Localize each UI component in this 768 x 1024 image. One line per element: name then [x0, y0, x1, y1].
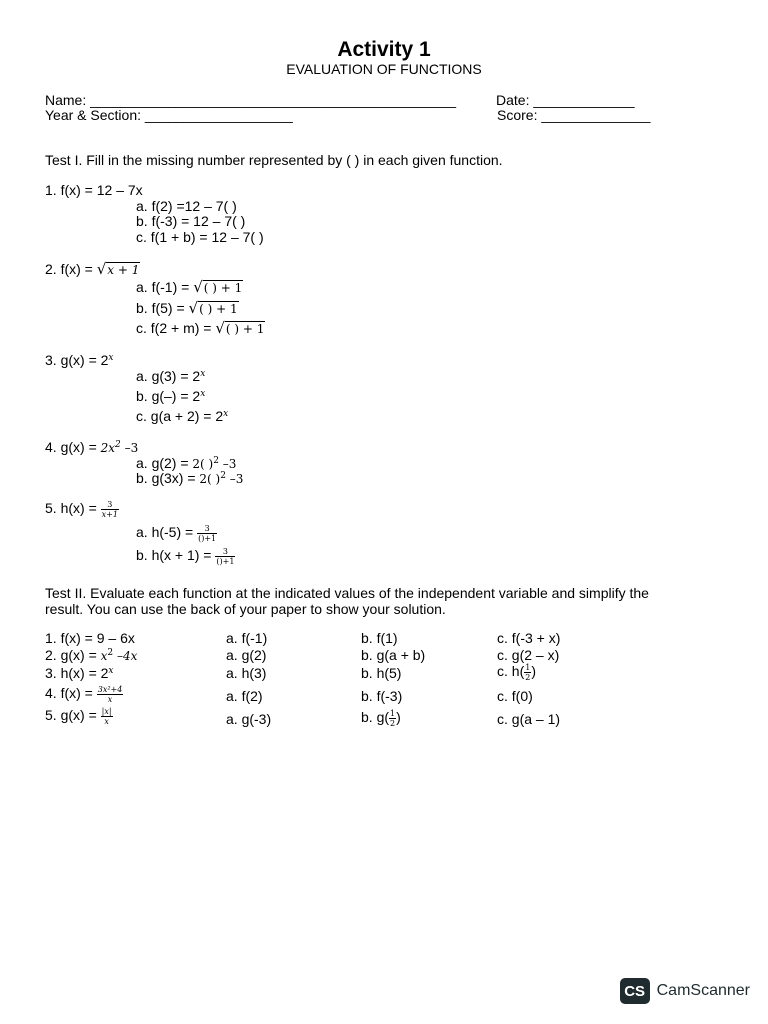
- test2-row3-c: [497, 663, 536, 682]
- date-field: Date: _____________: [496, 92, 635, 108]
- row3-c-label: c. h(: [497, 663, 525, 680]
- row5-b-label: b. g(: [361, 709, 390, 726]
- problem2-function: [45, 260, 140, 278]
- problem2-c: [136, 319, 265, 337]
- row5-label: 5. g(x) =: [45, 707, 101, 724]
- score-field: Score: ______________: [497, 107, 651, 123]
- page-subtitle: EVALUATION OF FUNCTIONS: [286, 61, 482, 77]
- camscanner-logo-mark: CS: [620, 978, 650, 1004]
- problem3-b-label: b. g(–) = 2: [136, 388, 201, 404]
- problem4-a: [136, 455, 236, 471]
- problem5-label: 5. h(x) =: [45, 500, 101, 517]
- test2-row3-b: b. h(5): [361, 665, 402, 681]
- year-section-field: Year & Section: ___________________: [45, 107, 293, 123]
- test2-row1-a: a. f(-1): [226, 630, 268, 646]
- fraction-numerator: 3: [197, 524, 217, 534]
- row3-exponent: x: [108, 666, 114, 676]
- fraction-denominator: x: [107, 695, 113, 704]
- name-field: Name: _______________________________________________: [45, 92, 457, 108]
- fraction-numerator: 3: [101, 500, 119, 510]
- problem3-b-exponent: x: [200, 389, 206, 399]
- test2-row2-function: [45, 647, 137, 663]
- problem5-a-fraction: [197, 524, 217, 543]
- fraction-numerator: 1: [390, 709, 396, 718]
- problem4-exponent: 2: [115, 440, 121, 450]
- problem4-b-tail: –3: [225, 472, 244, 486]
- problem2-a: [136, 278, 243, 296]
- problem4-tail: –3: [120, 441, 139, 455]
- test1-instruction: Test I. Fill in the missing number represented by ( ) in each given function.: [45, 152, 503, 168]
- problem3-b: [136, 388, 205, 404]
- test2-row4-b: b. f(-3): [361, 688, 403, 704]
- problem2-c-label: c. f(2 + m) =: [136, 320, 216, 336]
- problem4-a-expr: 2( ): [192, 457, 214, 471]
- test2-row5-b: [361, 709, 401, 728]
- problem5-a: [136, 524, 217, 543]
- problem2-a-label: a. f(-1) =: [136, 279, 194, 295]
- sqrt-symbol: √: [215, 319, 225, 337]
- fraction-numerator: 3x²+4: [97, 685, 123, 694]
- fraction-denominator: 2: [525, 673, 531, 682]
- problem5-function: [45, 500, 119, 519]
- problem2-label: 2. f(x) =: [45, 261, 97, 277]
- test2-row5-function: [45, 707, 113, 726]
- row2-tail: –4x: [113, 649, 138, 663]
- sqrt-symbol: √: [188, 299, 199, 317]
- problem1-b: b. f(-3) = 12 – 7( ): [136, 213, 246, 229]
- problem2-b-radicand: ( ) + 1: [199, 302, 238, 316]
- problem4-b-exponent: 2: [220, 471, 226, 481]
- problem3-exponent: x: [108, 353, 114, 363]
- test2-row4-c: c. f(0): [497, 688, 533, 704]
- row5-b-tail: ): [396, 709, 401, 726]
- test2-row3-a: a. h(3): [226, 665, 267, 681]
- problem4-b-label: b. g(3x) =: [136, 470, 200, 486]
- test2-row1-function: 1. f(x) = 9 – 6x: [45, 630, 135, 646]
- row3-c-tail: ): [531, 663, 536, 680]
- problem4-b: [136, 470, 243, 486]
- problem4-expr: 2x: [100, 441, 116, 455]
- problem3-label: 3. g(x) = 2: [45, 352, 109, 368]
- row4-label: 4. f(x) =: [45, 685, 97, 702]
- camscanner-logo-text: CamScanner: [656, 982, 750, 999]
- test2-row1-c: c. f(-3 + x): [497, 630, 561, 646]
- problem4-a-tail: –3: [218, 457, 237, 471]
- camscanner-logo: [620, 978, 750, 1004]
- problem4-function: [45, 439, 138, 455]
- sqrt-symbol: √: [193, 278, 203, 296]
- problem2-b: [136, 299, 239, 317]
- fraction-numerator: |x|: [101, 707, 112, 716]
- fraction-numerator: 3: [215, 547, 235, 557]
- row2-label: 2. g(x) =: [45, 647, 101, 663]
- fraction-denominator: ()+1: [216, 557, 235, 566]
- problem1-function: 1. f(x) = 12 – 7x: [45, 182, 143, 198]
- test2-row3-function: [45, 665, 114, 681]
- problem3-c-exponent: x: [223, 409, 229, 419]
- problem2-radicand: x + 1: [107, 263, 140, 277]
- row3-label: 3. h(x) = 2: [45, 665, 109, 681]
- fraction-numerator: 1: [525, 663, 531, 672]
- problem3-a-label: a. g(3) = 2: [136, 368, 201, 384]
- row2-exponent: 2: [107, 648, 114, 658]
- row2-var: x: [100, 649, 108, 663]
- test2-row2-b: b. g(a + b): [361, 647, 426, 663]
- problem3-a: [136, 368, 205, 384]
- problem4-label: 4. g(x) =: [45, 439, 101, 455]
- problem1-c: c. f(1 + b) = 12 – 7( ): [136, 229, 264, 245]
- test2-row2-c: c. g(2 – x): [497, 647, 560, 663]
- problem5-b: [136, 547, 235, 566]
- page-title: Activity 1: [337, 38, 431, 61]
- problem2-c-radicand: ( ) + 1: [225, 322, 265, 336]
- fraction-denominator: x: [104, 717, 109, 726]
- problem2-b-label: b. f(5) =: [136, 300, 189, 316]
- test2-instruction-line1: Test II. Evaluate each function at the indicated values of the independent variable and simplify the: [45, 585, 649, 601]
- problem5-fraction: [101, 500, 119, 519]
- problem1-a: a. f(2) =12 – 7( ): [136, 198, 237, 214]
- test2-row4-function: [45, 685, 123, 704]
- problem3-c: [136, 408, 228, 424]
- problem5-a-label: a. h(-5) =: [136, 524, 198, 541]
- problem4-b-expr: 2( ): [199, 472, 221, 486]
- sqrt-symbol: √: [96, 260, 107, 278]
- problem3-a-exponent: x: [200, 369, 206, 379]
- problem4-a-label: a. g(2) =: [136, 455, 193, 471]
- row4-fraction: [97, 685, 124, 704]
- fraction-denominator: x+1: [101, 510, 118, 519]
- fraction-denominator: 2: [390, 719, 396, 728]
- test2-row5-c: c. g(a – 1): [497, 711, 561, 727]
- problem3-function: [45, 352, 114, 368]
- problem3-c-label: c. g(a + 2) = 2: [136, 408, 224, 424]
- test2-row2-a: a. g(2): [226, 647, 267, 663]
- test2-row5-a: a. g(-3): [226, 711, 272, 727]
- problem5-b-fraction: [215, 547, 235, 566]
- problem4-a-exponent: 2: [213, 456, 219, 466]
- row5-fraction: [101, 707, 113, 726]
- problem5-b-label: b. h(x + 1) =: [136, 547, 216, 564]
- test2-row1-b: b. f(1): [361, 630, 398, 646]
- problem2-a-radicand: ( ) + 1: [203, 281, 243, 295]
- fraction-denominator: ()+1: [198, 534, 217, 543]
- test2-row4-a: a. f(2): [226, 688, 263, 704]
- test2-instruction-line2: result. You can use the back of your paper to show your solution.: [45, 601, 446, 617]
